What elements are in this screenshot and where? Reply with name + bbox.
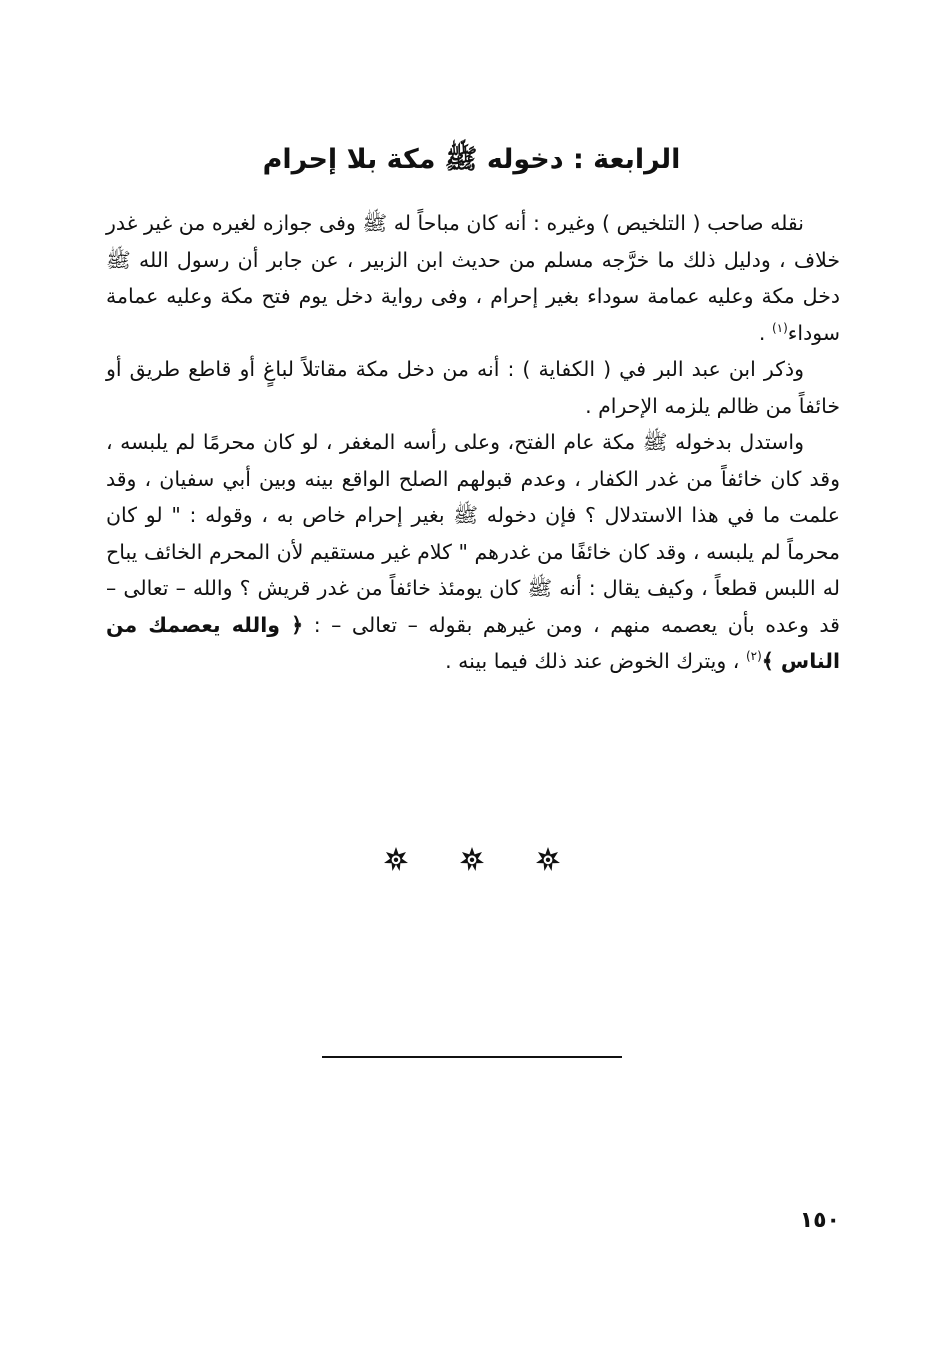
ornament-star-icon <box>535 846 561 872</box>
quran-verse: ﴿ والله يعصمك من الناس ﴾ <box>106 612 840 673</box>
paragraph-3-end: ، ويترك الخوض عند ذلك فيما بينه . <box>445 649 746 673</box>
ornament-star-icon <box>383 846 409 872</box>
paragraph-1 <box>106 205 840 351</box>
footnote-separator <box>322 1056 622 1058</box>
footnote-ref-2[interactable]: (٢) <box>745 649 762 664</box>
paragraph-1-text: نقله صاحب ( التلخيص ) وغيره : أنه كان مباحاً له ﷺ وفى جوازه لغيره من غير غدر خلاف ، ودليل ذلك ما خرَّجه مسلم من حديث ابن الزبير ، عن جابر أن رسول الله ﷺ دخل مكة وعليه عمامة سوداء بغير إحرام ، وفى رواية دخل يوم فتح مكة وعليه عمامة سوداء <box>106 211 840 345</box>
paragraph-3 <box>106 424 840 680</box>
footnote-ref-1[interactable]: (١) <box>771 320 788 335</box>
section-heading: الرابعة : دخوله ﷺ مكة بلا إحرام <box>262 144 681 175</box>
page-number: ١٥٠ <box>799 1208 840 1233</box>
paragraph-3-text: واستدل بدخوله ﷺ مكة عام الفتح، وعلى رأسه المغفر ، لو كان محرمًا لم يلبسه ، وقد كان خائفاً من غدر الكفار ، وعدم قبولهم الصلح الواقع بينه وبين أبي سفيان ، وقد علمت ما في هذا الاستدلال ؟ فإن دخوله ﷺ بغير إحرام خاص به ، وقوله : " لو كان محرماً لم يلبسه ، وقد كان خائفًا من غدرهم " كلام غير مستقيم لأن المحرم الخائف يباح له اللبس قطعاً ، وكيف يقال : أنه ﷺ كان يومئذ خائفاً من غدر قريش ؟ والله – تعالى – قد وعده بأن يعصمه منهم ، ومن غيرهم بقوله – تعالى – : <box>106 430 840 637</box>
body-text <box>106 205 840 680</box>
paragraph-2: وذكر ابن عبد البر في ( الكفاية ) : أنه من دخل مكة مقاتلاً لباغٍ أو قاطع طريق أو خائفاً من ظالم يلزمه الإحرام . <box>106 357 840 418</box>
section-divider-ornaments <box>383 846 565 874</box>
paragraph-1-end: . <box>758 320 772 345</box>
ornament-star-icon <box>459 846 485 872</box>
